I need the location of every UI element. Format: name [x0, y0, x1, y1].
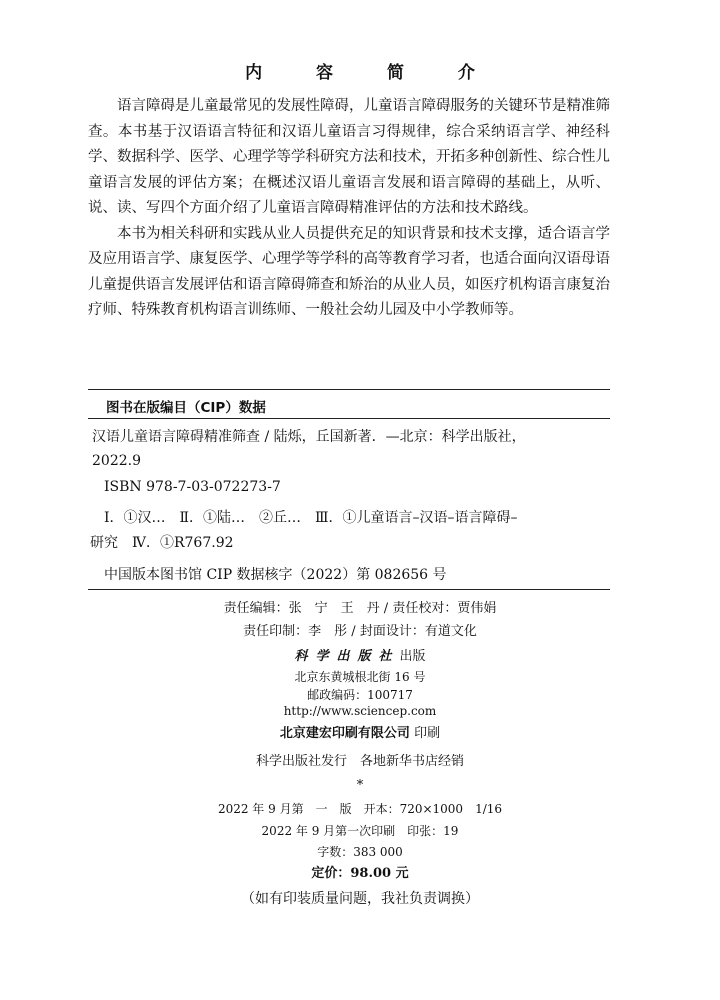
summary-paragraph-2: 本书为相关科研和实践从业人员提供充足的知识背景和技术支撑，适合语言学及应用语言学、康复医学、心理学等学科的高等教育学习者，也适合面向汉语母语儿童提供语言发展评估和语言障碍筛查和矫治的从业人员，如医疗机构语言康复治疗师、特殊教育机构语言训练师、一般社会幼儿园及中小学教师等。 [88, 225, 610, 318]
separator-star: * [356, 778, 364, 793]
quality-notice: （如有印装质量问题，我社负责调换） [241, 891, 479, 907]
cip-heading-rule [88, 418, 610, 419]
cip-isbn: ISBN 978-7-03-072273-7 [104, 479, 281, 495]
publisher-line [0, 645, 720, 664]
website: http://www.sciencep.com [283, 704, 437, 718]
cip-record-number: 中国版本图书馆 CIP 数据核字（2022）第 082656 号 [104, 567, 447, 583]
publisher-address: 北京东黄城根北街 16 号 [294, 670, 426, 684]
cip-classification-line-1: Ⅰ．①汉… Ⅱ．①陆… ②丘… Ⅲ．①儿童语言–汉语–语言障碍– [104, 510, 518, 526]
print-and-design-credits: 责任印制：李 彤 / 封面设计：有道文化 [243, 624, 477, 639]
summary-paragraph-1: 语言障碍是儿童最常见的发展性障碍，儿童语言障碍服务的关键环节是精准筛查。本书基于汉语语言特征和汉语儿童语言习得规律，综合采纳语言学、神经科学、数据科学、医学、心理学等学科研究方法和技术，开拓多种创新性、综合性儿童语言发展的评估方案；在概述汉语儿童语言发展和语言障碍的基础上，从听、说、读、写四个方面介绍了儿童语言障碍精准评估的方法和技术路线。 [88, 98, 610, 216]
publisher-logo-text: 科学出版社 [294, 649, 400, 664]
publisher-suffix: 出版 [399, 649, 426, 664]
printing-info: 2022 年 9 月第一次印刷 印张：19 [261, 824, 459, 838]
page-title: 内 容 简 介 [245, 63, 499, 83]
word-count: 字数：383 000 [317, 845, 403, 859]
postcode: 邮政编码：100717 [307, 688, 413, 702]
summary-text [88, 94, 610, 324]
printer-name: 北京建宏印刷有限公司 [279, 726, 410, 741]
cip-bottom-rule [88, 589, 610, 590]
price: 定价：98.00 元 [311, 866, 409, 881]
cip-classification-line-2: 研究 Ⅳ．①R767.92 [90, 535, 234, 551]
printer-line [0, 722, 720, 741]
edition-info: 2022 年 9 月第 一 版 开本：720×1000 1/16 [217, 802, 503, 816]
cip-bibliographic-line: 汉语儿童语言障碍精准筛查 / 陆烁，丘国新著．—北京：科学出版社， [92, 429, 526, 445]
printer-suffix: 印刷 [414, 726, 441, 741]
responsible-editors: 责任编辑：张 宁 王 丹 / 责任校对：贾伟娟 [223, 601, 497, 616]
cip-top-rule [88, 389, 610, 390]
cip-heading: 图书在版编目（CIP）数据 [106, 400, 266, 416]
cip-year: 2022.9 [92, 453, 141, 469]
distribution: 科学出版社发行 各地新华书店经销 [255, 754, 464, 769]
